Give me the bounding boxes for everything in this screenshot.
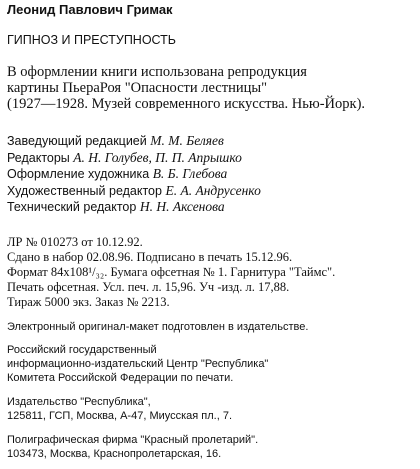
design-note-line: картины ПьераРоя "Опасности лестницы" — [7, 80, 268, 96]
organization-line: Российский государственный — [7, 343, 157, 356]
printer-name: Полиграфическая фирма "Красный пролетарий". — [7, 433, 259, 446]
print-dates: Сдано в набор 02.08.96. Подписано в печать 15.12.96. — [7, 249, 293, 264]
publisher-name: Издательство "Республика", — [7, 395, 151, 408]
print-sheets: Печать офсетная. Усл. печ. л. 15,96. Уч -изд. л. 17,88. — [7, 279, 290, 294]
credit-role: Редакторы — [7, 150, 70, 165]
credit-line-chief-editor — [7, 133, 414, 150]
editorial-credits — [7, 133, 414, 216]
author-name: Леонид Павлович Гримак — [7, 2, 173, 17]
credit-line-artist — [7, 166, 414, 183]
design-note-line: В оформлении книги использована репродукция — [7, 64, 307, 80]
design-note-line: (1927—1928. Музей современного искусства. Нью-Йорк). — [7, 96, 366, 112]
organization-block — [7, 343, 414, 385]
credit-role: Художественный редактор — [7, 183, 162, 198]
organization-line: Комитета Российской Федерации по печати. — [7, 371, 234, 384]
credit-role: Оформление художника — [7, 167, 150, 181]
electronic-line: Электронный оригинал-макет подготовлен в издательстве. — [7, 320, 309, 333]
publication-details — [7, 235, 414, 310]
credit-role: Технический редактор — [7, 200, 137, 214]
printer-address: 103473, Москва, Краснопролетарская, 16. — [7, 447, 222, 460]
credit-name: М. М. Беляев — [150, 133, 224, 148]
printer-block — [7, 433, 414, 461]
print-run-order: Тираж 5000 экз. Заказ № 2213. — [7, 294, 170, 309]
credit-line-editors — [7, 150, 414, 167]
credit-role: Заведующий редакцией — [7, 134, 147, 148]
publisher-address: 125811, ГСП, Москва, А-47, Миусская пл., 7. — [7, 409, 233, 422]
credit-name: Н. Н. Аксенова — [139, 199, 225, 214]
publisher-block — [7, 395, 414, 423]
credit-name: В. Б. Глебова — [152, 166, 228, 181]
credit-name: А. Н. Голубев, П. П. Апрышко — [73, 149, 242, 165]
credit-line-tech-editor — [7, 199, 414, 216]
organization-line: информационно-издательский Центр "Республика" — [7, 357, 269, 370]
credit-name: Е. А. Андрусенко — [165, 182, 261, 198]
cover-design-note — [7, 64, 414, 112]
license-number: ЛР № 010273 от 10.12.92. — [7, 234, 143, 249]
electronic-layout-note — [7, 320, 414, 334]
credit-line-art-editor — [7, 183, 414, 200]
format-paper-font: Формат 84x108¹/₃₂. Бумага офсетная № 1. Гарнитура "Таймс". — [7, 264, 336, 279]
book-title: ГИПНОЗ И ПРЕСТУПНОСТЬ — [7, 33, 177, 47]
